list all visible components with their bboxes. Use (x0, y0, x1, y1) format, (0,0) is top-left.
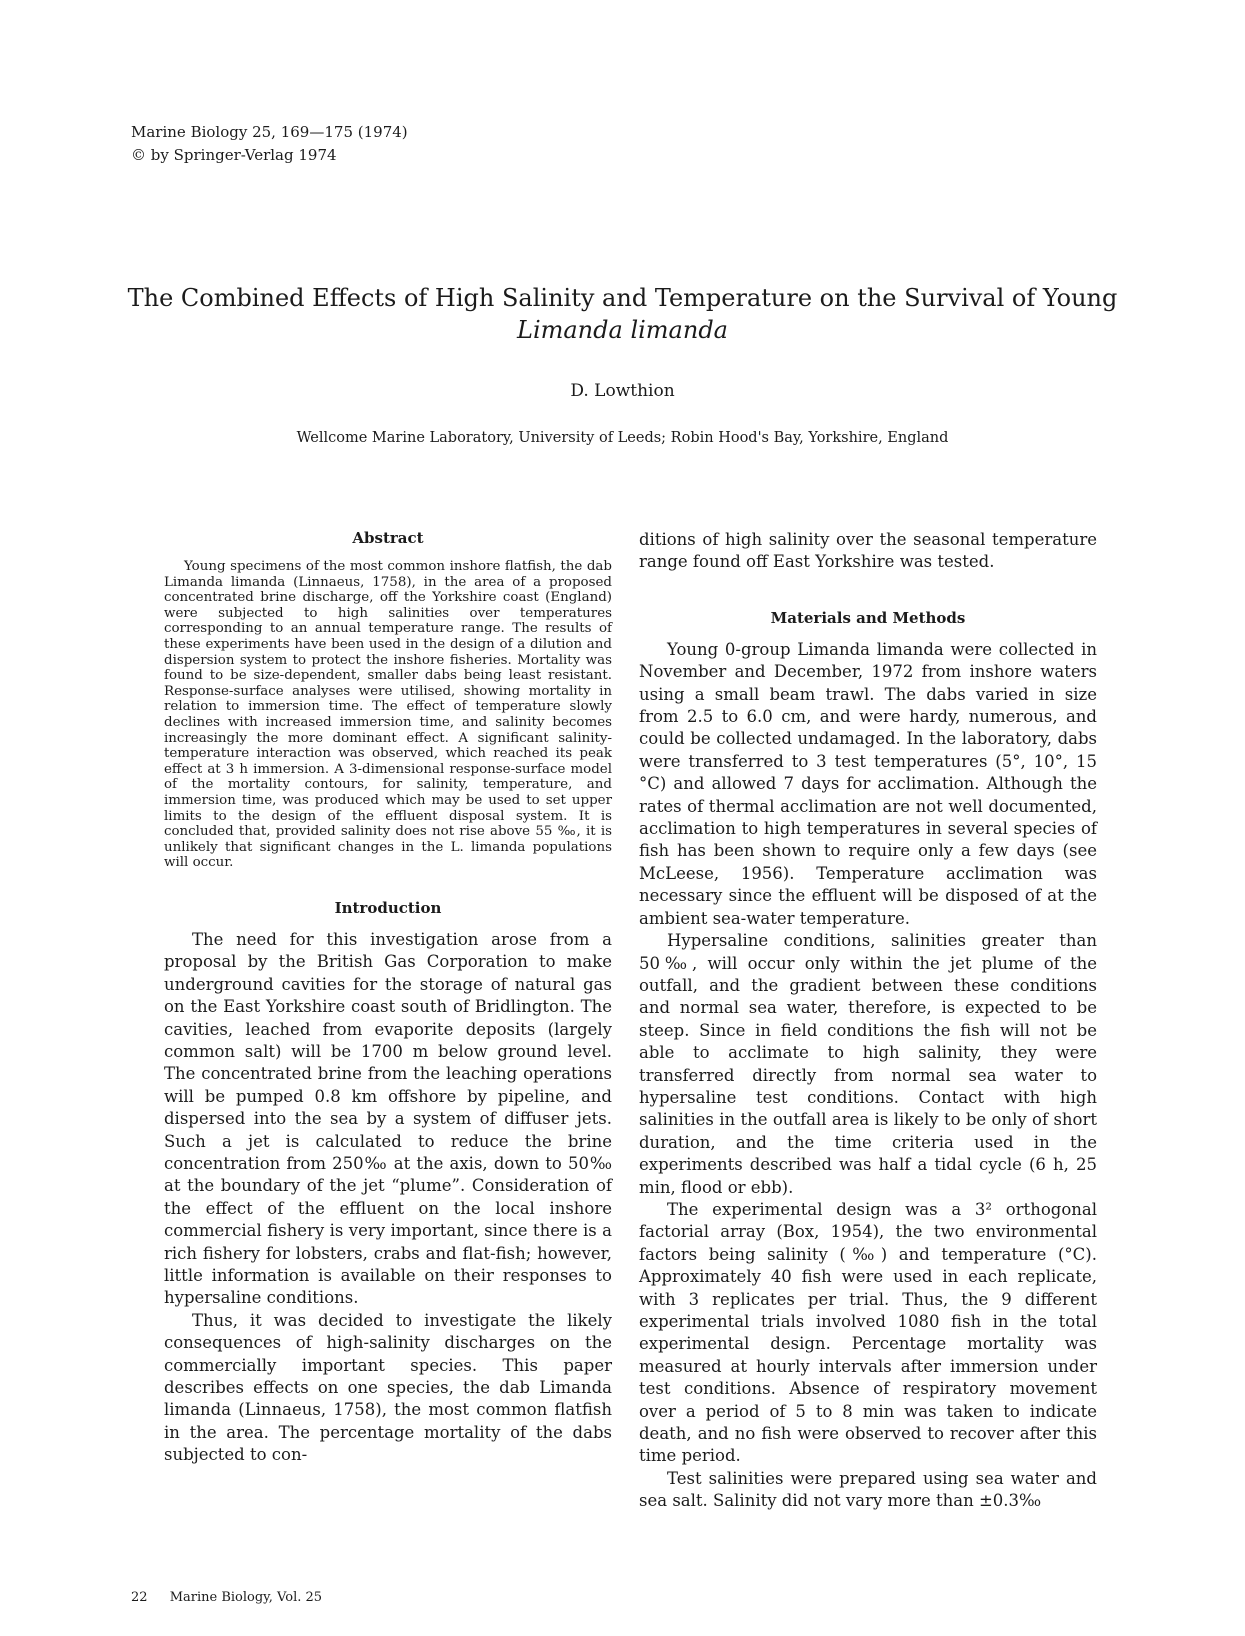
introduction-continuation: ditions of high salinity over the seasonal temperature range found off East Yorkshire was tested. (639, 530, 1097, 572)
abstract-text: Young specimens of the most common inshore flatfish, the dab Limanda limanda (Linnaeus, 1758), in the area of a proposed concentrated brine discharge, off the Yorkshire coast (England) were subjected to high salinities over temperatures corresponding to an annual temperature range. The results of these experiments have been used in the design of a dilution and dispersion system to protect the inshore fisheries. Mortality was found to be size-dependent, smaller dabs being least resistant. Response-surface analyses were utilised, showing mortality in relation to immersion time. The effect of temperature slowly declines with increased immersion time, and salinity becomes increasingly the more dominant effect. A significant salinity-temperature interaction was observed, which reached its peak effect at 3 h immersion. A 3-dimensional response-surface model of the mortality contours, for salinity, temperature, and immersion time, was produced which may be used to set upper limits to the design of the effluent disposal system. It is concluded that, provided salinity does not rise above 55 ‰, it is unlikely that significant changes in the L. limanda populations will occur. (164, 559, 612, 871)
article-title (100, 282, 1145, 346)
introduction-paragraph-2: Thus, it was decided to investigate the likely consequences of high-salinity discharges on the commercially important species. This paper describes effects on one species, the dab Limanda limanda (Linnaeus, 1758), the most common flatfish in the area. The percentage mortality of the dabs subjected to con- (164, 1310, 612, 1465)
title-species: Limanda limanda (517, 316, 728, 344)
title-main: The Combined Effects of High Salinity and Temperature on the Survival of Young (127, 284, 1118, 312)
page-number: 22 (131, 1590, 148, 1605)
introduction-heading: Introduction (334, 898, 442, 917)
page-footer (131, 1590, 340, 1605)
introduction-paragraph-1: The need for this investigation arose from a proposal by the British Gas Corporation to make underground cavities for the storage of natural gas on the East Yorkshire coast south of Bridlington. The cavities, leached from evaporite deposits (largely common salt) will be 1700 m below ground level. The concentrated brine from the leaching operations will be pumped 0.8 km offshore by pipeline, and dispersed into the sea by a system of diffuser jets. Such a jet is calculated to reduce the brine concentration from 250‰ at the axis, down to 50‰ at the boundary of the jet “plume”. Consideration of the effect of the effluent on the local inshore commercial fishery is very important, since there is a rich fishery for lobsters, crabs and flat-fish; however, little information is available on their responses to hypersaline conditions. (164, 929, 612, 1308)
methods-paragraph-4: Test salinities were prepared using sea water and sea salt. Salinity did not vary more than ±0.3‰ (639, 1468, 1097, 1511)
author-name: D. Lowthion (570, 381, 675, 401)
methods-paragraph-1: Young 0-group Limanda limanda were collected in November and December, 1972 from inshore waters using a small beam trawl. The dabs varied in size from 2.5 to 6.0 cm, and were hardy, numerous, and could be collected undamaged. In the laboratory, dabs were transferred to 3 test temperatures (5°, 10°, 15 °C) and allowed 7 days for acclimation. Although the rates of thermal acclimation are not well documented, acclimation to high temperatures in several species of fish has been shown to require only a few days (see McLeese, 1956). Temperature acclimation was necessary since the effluent will be disposed of at the ambient sea-water temperature. (639, 639, 1097, 928)
methods-heading: Materials and Methods (770, 608, 966, 627)
journal-citation: Marine Biology 25, 169—175 (1974) (131, 123, 408, 141)
footer-journal: Marine Biology, Vol. 25 (169, 1590, 323, 1605)
right-column (639, 529, 1097, 1513)
methods-paragraph-2: Hypersaline conditions, salinities greater than 50‰, will occur only within the jet plume of the outfall, and the gradient between these conditions and normal sea water, therefore, is expected to be steep. Since in field conditions the fish will not be able to acclimate to high salinity, they were transferred directly from normal sea water to hypersaline test conditions. Contact with high salinities in the outfall area is likely to be only of short duration, and the time criteria used in the experiments described was half a tidal cycle (6 h, 25 min, flood or ebb). (639, 931, 1097, 1197)
methods-paragraph-3: The experimental design was a 3² orthogonal factorial array (Box, 1954), the two environmental factors being salinity (‰) and temperature (°C). Approximately 40 fish were used in each replicate, with 3 replicates per trial. Thus, the 9 different experimental trials involved 1080 fish in the total experimental design. Percentage mortality was measured at hourly intervals after immersion under test conditions. Absence of respiratory movement over a period of 5 to 8 min was taken to indicate death, and no fish were observed to recover after this time period. (639, 1199, 1097, 1466)
copyright-line: © by Springer-Verlag 1974 (131, 146, 337, 164)
author-affiliation: Wellcome Marine Laboratory, University of Leeds; Robin Hood's Bay, Yorkshire, England (296, 430, 949, 446)
journal-header (131, 121, 408, 167)
abstract-heading: Abstract (352, 529, 424, 547)
left-column (164, 529, 612, 1467)
